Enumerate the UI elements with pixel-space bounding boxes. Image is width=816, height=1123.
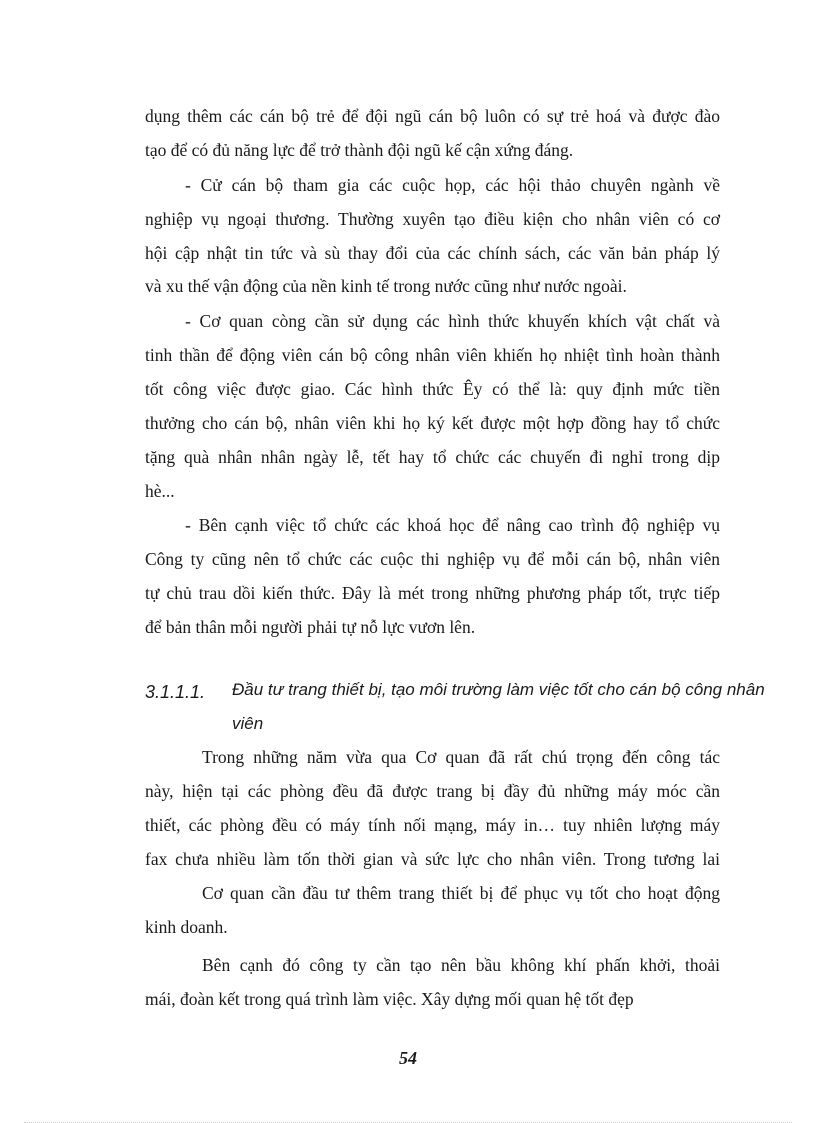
paragraph-line: tinh thần để động viên cán bộ công nhân viên khiến họ nhiệt tình hoàn thành [145,345,720,365]
paragraph-line: Công ty cũng nên tổ chức các cuộc thi nghiệp vụ để mỗi cán bộ, nhân viên [145,549,720,569]
paragraph-line: - Bên cạnh việc tổ chức các khoá học để nâng cao trình độ nghiệp vụ [185,515,720,535]
paragraph-line: tự chủ trau dồi kiến thức. Đây là mét trong những phương pháp tốt, trực tiếp [145,583,720,603]
page-number: 54 [399,1048,417,1068]
paragraph-line: Trong những năm vừa qua Cơ quan đã rất chú trọng đến công tác [202,747,720,767]
paragraph-line: hè... [145,481,175,501]
paragraph-line: này, hiện tại các phòng đều đã được trang bị đầy đủ những máy móc cần [145,781,720,801]
paragraph-line: dụng thêm các cán bộ trẻ để đội ngũ cán bộ luôn có sự trẻ hoá và được đào [145,106,720,126]
paragraph-line: tốt công việc được giao. Các hình thức Êy có thể là: quy định mức tiền [145,379,720,399]
paragraph-line: nghiệp vụ ngoại thương. Thường xuyên tạo điều kiện cho nhân viên có cơ [145,209,720,229]
paragraph-line: fax chưa nhiều làm tốn thời gian và sức lực cho nhân viên. Trong tương lai [145,849,720,869]
paragraph-line: mái, đoàn kết trong quá trình làm việc. Xây dựng mối quan hệ tốt đẹp [145,989,634,1009]
paragraph-line: tạo để có đủ năng lực để trở thành đội ngũ kế cận xứng đáng. [145,140,574,160]
paragraph-line: kinh doanh. [145,917,228,937]
paragraph-line: hội cập nhật tin tức và sù thay đổi của các chính sách, các văn bản pháp lý [145,243,720,263]
paragraph-line: tặng quà nhân nhân ngày lễ, tết hay tổ chức các chuyến đi nghỉ trong dịp [145,447,720,467]
paragraph-line: - Cử cán bộ tham gia các cuộc họp, các hội thảo chuyên ngành về [185,175,720,195]
section-number: 3.1.1.1. [145,682,206,702]
paragraph-line: thưởng cho cán bộ, nhân viên khi họ ký kết được một hợp đồng hay tổ chức [145,413,720,433]
paragraph-line: thiết, các phòng đều có máy tính nối mạng, máy in… tuy nhiên lượng máy [145,815,720,835]
paragraph-line: để bản thân mỗi người phải tự nỗ lực vươn lên. [145,617,476,637]
paragraph-line: - Cơ quan còng cần sử dụng các hình thức khuyến khích vật chất và [185,311,720,331]
section-heading: Đầu tư trang thiết bị, tạo môi trường làm việc tốt cho cán bộ công nhân [232,680,765,699]
paragraph-line: và xu thế vận động của nền kinh tế trong nước cũng như nước ngoài. [145,276,627,296]
paragraph-line: Bên cạnh đó công ty cần tạo nên bầu không khí phấn khởi, thoải [202,955,720,975]
section-heading: viên [232,714,264,733]
paragraph-line: Cơ quan cần đầu tư thêm trang thiết bị để phục vụ tốt cho hoạt động [202,883,720,903]
